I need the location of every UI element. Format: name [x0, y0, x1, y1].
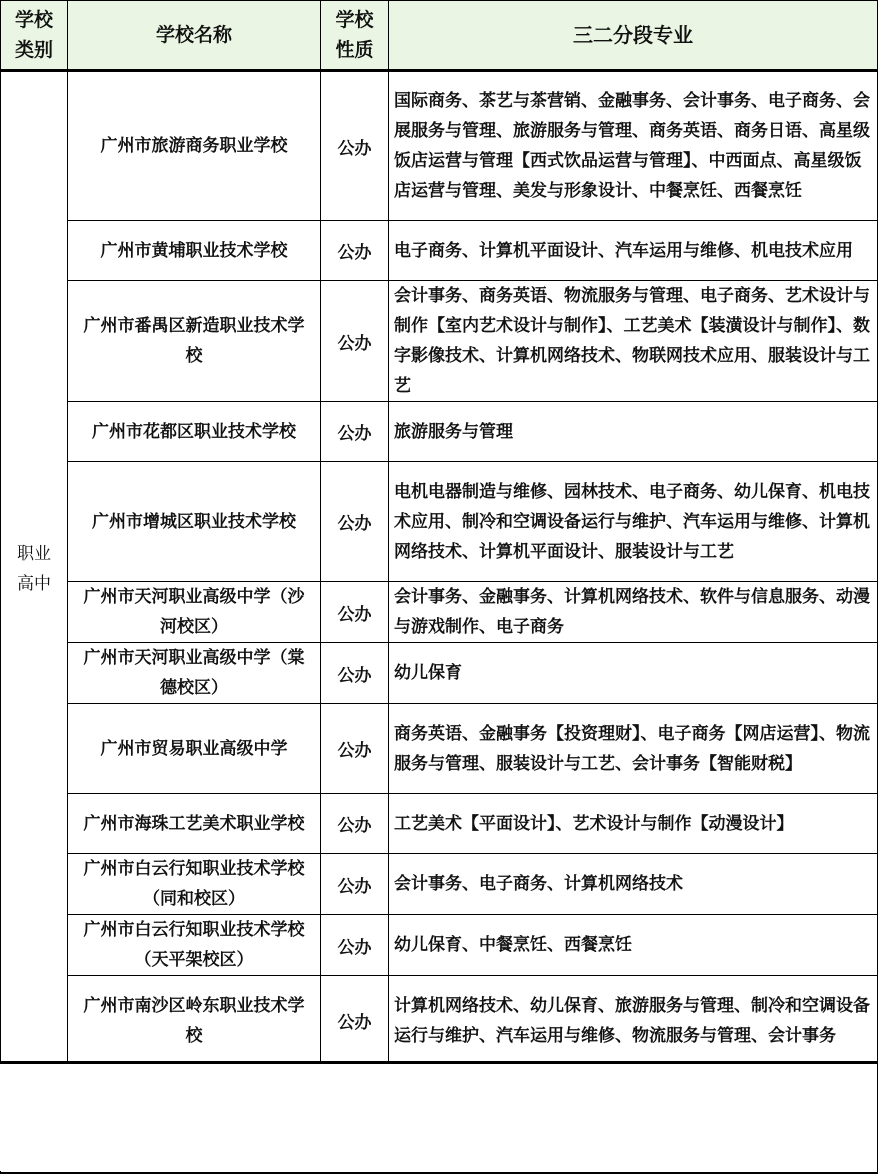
school-nature-cell: 公办	[321, 854, 389, 915]
table-body	[1, 71, 878, 1066]
blank-footer-area	[0, 1061, 877, 1171]
school-name-cell: 广州市南沙区岭东职业技术学校	[68, 976, 321, 1066]
school-category-cell	[1, 71, 68, 1066]
table-row	[1, 704, 878, 794]
school-nature-cell: 公办	[321, 402, 389, 462]
majors-cell: 电机电器制造与维修、园林技术、电子商务、幼儿保育、机电技术应用、制冷和空调设备运行与维护、汽车运用与维修、计算机网络技术、计算机平面设计、服装设计与工艺	[389, 462, 878, 582]
school-name-cell: 广州市旅游商务职业学校	[68, 71, 321, 221]
header-school-type-line-2: 类别	[14, 39, 53, 61]
majors-cell: 会计事务、金融事务、计算机网络技术、软件与信息服务、动漫与游戏制作、电子商务	[389, 582, 878, 643]
school-name-cell: 广州市番禺区新造职业技术学校	[68, 281, 321, 402]
school-name-cell: 广州市天河职业高级中学（棠德校区）	[68, 643, 321, 704]
school-nature-cell: 公办	[321, 643, 389, 704]
majors-cell: 商务英语、金融事务【投资理财】、电子商务【网店运营】、物流服务与管理、服装设计与工艺、会计事务【智能财税】	[389, 704, 878, 794]
table-row	[1, 643, 878, 704]
school-name-cell: 广州市天河职业高级中学（沙河校区）	[68, 582, 321, 643]
category-line-2: 高中	[17, 573, 51, 594]
school-name-cell: 广州市海珠工艺美术职业学校	[68, 794, 321, 854]
school-name-cell: 广州市白云行知职业技术学校（同和校区）	[68, 854, 321, 915]
table-row	[1, 915, 878, 976]
school-nature-cell: 公办	[321, 976, 389, 1066]
majors-cell: 计算机网络技术、幼儿保育、旅游服务与管理、制冷和空调设备运行与维护、汽车运用与维修、物流服务与管理、会计事务	[389, 976, 878, 1066]
school-nature-cell: 公办	[321, 704, 389, 794]
school-name-cell: 广州市增城区职业技术学校	[68, 462, 321, 582]
school-nature-cell: 公办	[321, 915, 389, 976]
majors-cell: 幼儿保育	[389, 643, 878, 704]
header-row	[1, 1, 878, 71]
majors-cell: 幼儿保育、中餐烹饪、西餐烹饪	[389, 915, 878, 976]
majors-cell: 会计事务、商务英语、物流服务与管理、电子商务、艺术设计与制作【室内艺术设计与制作】、工艺美术【装潢设计与制作】、数字影像技术、计算机网络技术、物联网技术应用、服装设计与工艺	[389, 281, 878, 402]
category-line-1: 职业	[17, 543, 51, 564]
majors-cell: 工艺美术【平面设计】、艺术设计与制作【动漫设计】	[389, 794, 878, 854]
table-row	[1, 221, 878, 281]
school-nature-cell: 公办	[321, 221, 389, 281]
school-nature-cell: 公办	[321, 462, 389, 582]
school-name-cell: 广州市黄埔职业技术学校	[68, 221, 321, 281]
majors-cell: 电子商务、计算机平面设计、汽车运用与维修、机电技术应用	[389, 221, 878, 281]
school-name-cell: 广州市白云行知职业技术学校（天平架校区）	[68, 915, 321, 976]
school-name-cell: 广州市花都区职业技术学校	[68, 402, 321, 462]
majors-cell: 旅游服务与管理	[389, 402, 878, 462]
header-school-type-line-1: 学校	[14, 9, 53, 31]
table-row	[1, 854, 878, 915]
table-row	[1, 281, 878, 402]
header-school-type	[1, 1, 68, 71]
school-nature-cell: 公办	[321, 281, 389, 402]
school-nature-cell: 公办	[321, 794, 389, 854]
header-school-nature-line-1: 学校	[335, 9, 374, 31]
table-row	[1, 794, 878, 854]
school-nature-cell: 公办	[321, 582, 389, 643]
table-row	[1, 71, 878, 221]
header-school-nature-line-2: 性质	[335, 39, 374, 61]
majors-cell: 国际商务、茶艺与茶营销、金融事务、会计事务、电子商务、会展服务与管理、旅游服务与管理、商务英语、商务日语、高星级饭店运营与管理【西式饮品运营与管理】、中西面点、高星级饭店运营与管理、美发与形象设计、中餐烹饪、西餐烹饪	[389, 71, 878, 221]
table-row	[1, 976, 878, 1066]
table-row	[1, 402, 878, 462]
table-row	[1, 462, 878, 582]
header-school-name: 学校名称	[68, 1, 321, 71]
majors-cell: 会计事务、电子商务、计算机网络技术	[389, 854, 878, 915]
school-nature-cell: 公办	[321, 71, 389, 221]
school-name-cell: 广州市贸易职业高级中学	[68, 704, 321, 794]
header-school-nature	[321, 1, 389, 71]
table-row	[1, 582, 878, 643]
header-majors: 三二分段专业	[389, 1, 878, 71]
